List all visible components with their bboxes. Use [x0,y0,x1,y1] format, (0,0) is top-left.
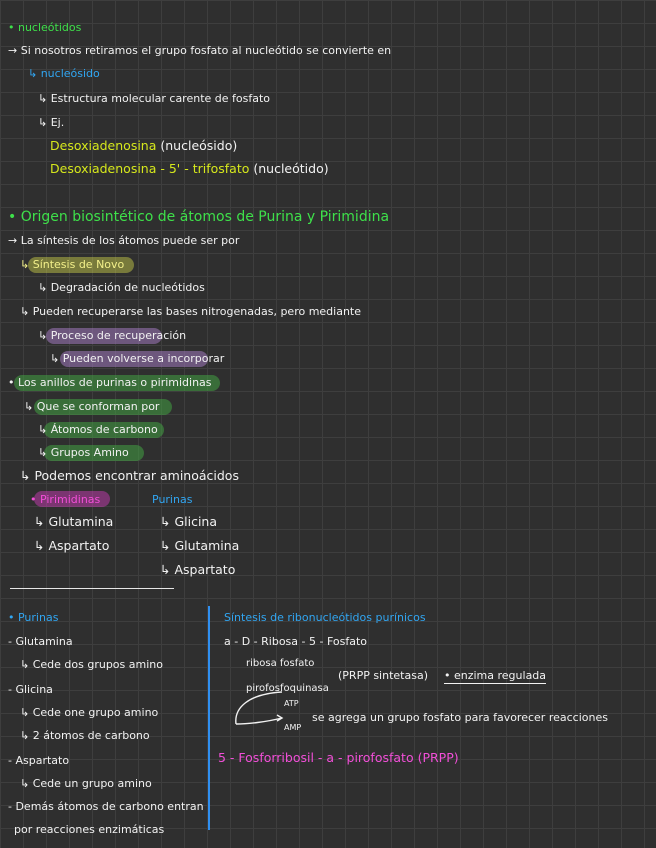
aspartato-label: - Aspartato [8,754,70,767]
purina-item-3: ↳ Aspartato [160,562,236,577]
example2-name: Desoxiadenosina - 5' - trifosfato [50,161,250,176]
ribonucleotide-synthesis-heading: Síntesis de ribonucleótidos purínicos [224,611,426,624]
atp-label: ATP [284,699,299,708]
pirimidina-item-2: ↳ Aspartato [34,538,110,553]
amp-label: AMP [284,723,302,732]
purina-item-1: ↳ Glicina [160,514,218,529]
origin-heading: • Origen biosintético de átomos de Purina y Pirimidina [8,209,390,225]
example-nucleoside [50,140,237,153]
pirimidinas-label: • Pirimidinas [30,493,101,506]
nucleoside-description: ↳ Estructura molecular carente de fosfato [38,92,271,105]
carbon-atoms: ↳ Átomos de carbono [38,423,158,436]
prpp-synthetase: (PRPP sintetasa) [338,669,428,682]
purina-item-2: ↳ Glutamina [160,538,240,553]
example-nucleotide [50,163,329,176]
pyrophosphokinase: pirofosfoquinasa [246,683,329,694]
recover-line: ↳ Pueden recuperarse las bases nitrogenadas, pero mediante [20,305,362,318]
example2-note: (nucleótido) [253,161,329,176]
de-novo-label: ↳ Síntesis de Novo [20,258,125,271]
pirimidina-item-1: ↳ Glutamina [34,514,114,529]
glicina-label: - Glicina [8,683,53,696]
rings-sub: ↳ Que se conforman por [24,400,160,413]
purinas-label: Purinas [152,493,193,506]
nucleotidos-heading: • nucleótidos [8,21,82,34]
amino-groups: ↳ Grupos Amino [38,446,129,459]
regulated-enzyme: • enzima regulada [444,669,547,682]
recover-process: ↳ Proceso de recuperación [38,329,187,342]
example1-name: Desoxiadenosina [50,138,157,153]
aspartato-sub: ↳ Cede un grupo amino [20,777,152,790]
demas-line-2: por reacciones enzimáticas [14,823,165,836]
prpp-label: 5 - Fosforribosil - a - pirofosfato (PRPP) [218,750,459,765]
divider [10,588,174,589]
demas-line-1: - Demás átomos de carbono entran [8,800,204,813]
rings-line: • Los anillos de purinas o pirimidinas [8,376,212,389]
glutamina-label: - Glutamina [8,635,73,648]
glicina-sub2: ↳ 2 átomos de carbono [20,729,150,742]
example-label: ↳ Ej. [38,116,65,129]
nucleotide-definition: → Si nosotros retiramos el grupo fosfato al nucleótido se convierte en [8,44,392,57]
degradation-line: ↳ Degradación de nucleótidos [38,281,205,294]
reincorporate-line: ↳ Pueden volverse a incorporar [50,352,225,365]
purinas-heading: • Purinas [8,611,59,624]
ribose-5-phosphate: a - D - Ribosa - 5 - Fosfato [224,635,367,648]
ribose-phosphate: ribosa fosfato [246,658,315,669]
glicina-sub1: ↳ Cede one grupo amino [20,706,159,719]
synthesis-line: → La síntesis de los átomos puede ser por [8,234,240,247]
example1-note: (nucleósido) [160,138,238,153]
glutamina-sub: ↳ Cede dos grupos amino [20,658,163,671]
column-divider [208,606,210,830]
aminoacids-line: ↳ Podemos encontrar aminoácidos [20,468,239,483]
nucleoside-label: ↳ nucleósido [28,67,100,80]
adds-phosphate-note: se agrega un grupo fosfato para favorecer reacciones [312,711,608,724]
